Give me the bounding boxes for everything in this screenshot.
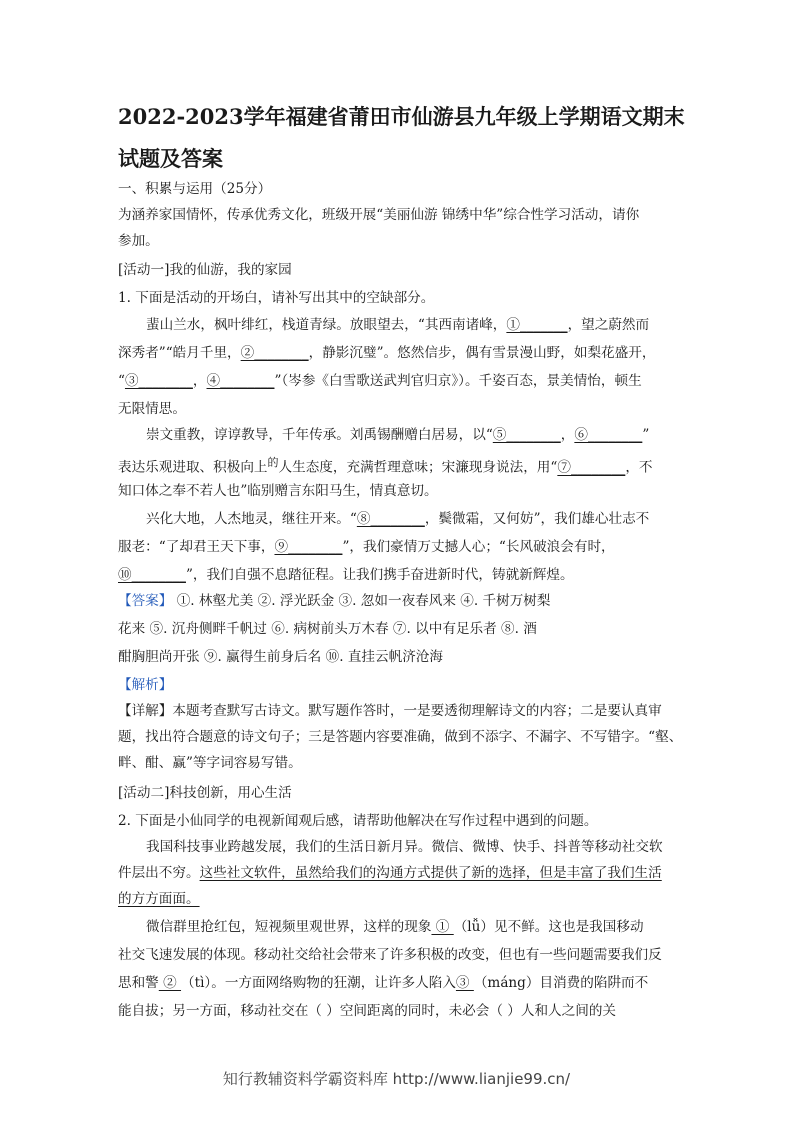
- detail-line: 【详解】本题考查默写古诗文。默写题作答时，一是要透彻理解诗文的内容；二是要认真审: [118, 703, 662, 719]
- blank: ③: [455, 975, 474, 991]
- detail-line: 题，找出符合题意的诗文句子；三是答题内容要准确，做到不添字、不漏字、不写错字。“壑、: [118, 729, 683, 745]
- answer-line: 酣胸胆尚开张 ⑨. 赢得生前身后名 ⑩. 直挂云帆济沧海: [118, 649, 443, 665]
- text-span: 蜚山兰水，枫叶绯红，栈道青绿。放眼望去，“其西南诸峰，: [146, 317, 507, 333]
- paragraph-line: 能自拔；另一方面，移动社交在（ ）空间距离的同时，未必会（ ）人和人之间的关: [118, 1003, 617, 1019]
- activity-heading: [活动二]科技创新，用心生活: [118, 785, 292, 801]
- paragraph-line: [118, 452, 680, 479]
- paragraph-line: [118, 564, 680, 586]
- paragraph-line: [118, 536, 680, 558]
- paragraph-line: [146, 916, 680, 938]
- blank: ⑥________: [574, 427, 643, 443]
- text-span: 表达乐观进取、积极向上: [118, 459, 268, 476]
- blank: ⑧________: [356, 511, 425, 527]
- blank: ①: [431, 919, 454, 935]
- underlined-sentence: 的方方面面。: [118, 891, 200, 907]
- text-span: 兴化大地，人杰地灵，继往开来。“: [146, 511, 357, 527]
- blank: ③________: [124, 373, 193, 389]
- text-span: ，静影沉璧”。悠然信步，偶有雪景漫山野，如梨花盛开，: [308, 345, 656, 361]
- text-span: ，不: [625, 459, 653, 476]
- text-span: ”: [642, 427, 650, 443]
- footer-watermark: 知行教辅资料学霸资料库 http://www.lianjie99.cn/: [222, 1070, 571, 1088]
- text-span: 人生态度，充满哲理意味；宋濂现身说法，用“: [278, 459, 558, 476]
- text-span: （máng）目消费的陷阱而不: [473, 975, 649, 991]
- analysis-label: 【解析】: [118, 677, 173, 693]
- underlined-sentence: 这些社文软件，虽然给我们的沟通方式提供了新的选择，但是丰富了我们生活: [199, 865, 662, 881]
- activity-heading: [活动一]我的仙游，我的家园: [118, 262, 292, 278]
- answer-line: 花来 ⑤. 沉舟侧畔千帆过 ⑥. 病树前头万木春 ⑦. 以中有足乐者 ⑧. 酒: [118, 621, 537, 637]
- blank: ⑦________: [557, 459, 626, 476]
- question-line: 1. 下面是活动的开场白，请补写出其中的空缺部分。: [118, 290, 435, 306]
- text-span: 的: [267, 456, 279, 469]
- text-span: ”（岑参《白雪歌送武判官归京》）。千姿百态，景美情怡，顿生: [274, 373, 642, 389]
- paragraph-line: [146, 508, 680, 530]
- blank: ②: [158, 975, 182, 991]
- page-title-line2: 试题及答案: [118, 146, 223, 171]
- answer-label: 【答案】: [118, 593, 173, 609]
- paragraph-line: [146, 424, 680, 446]
- paragraph-line: [146, 314, 680, 336]
- blank: ⑨________: [274, 539, 343, 555]
- paragraph-line: 知口体之奉不若人也”临别赠言东阳马生，情真意切。: [118, 483, 438, 499]
- paragraph-line: 社交飞速发展的体现。移动社交给社会带来了许多积极的改变，但也有一些问题需要我们反: [118, 947, 662, 963]
- text-span: （tì）。一方面网络购物的狂潮，让许多人陷入: [181, 975, 456, 991]
- page-title-line1: 2022-2023学年福建省莆田市仙游县九年级上学期语文期末: [118, 104, 685, 129]
- text-span: 服老：“了却君王天下事，: [118, 539, 275, 555]
- text-span: ，鬓微霜，又何妨”，我们雄心壮志不: [424, 511, 650, 527]
- blank: ②________: [240, 345, 309, 361]
- section-heading: 一、积累与运用（25分）: [118, 181, 272, 197]
- paragraph-line: [118, 972, 680, 994]
- text-span: ”，我们自强不息踏征程。让我们携手奋进新时代，铸就新辉煌。: [185, 567, 574, 583]
- question-line: 2. 下面是小仙同学的电视新闻观后感，请帮助他解决在写作过程中遇到的问题。: [118, 813, 598, 829]
- text-span: ”，我们豪情万丈撼人心；“长风破浪会有时，: [342, 539, 615, 555]
- text-span: 思和警: [118, 975, 159, 991]
- intro-line: 为涵养家国情怀，传承优秀文化，班级开展“美丽仙游 锦绣中华”综合性学习活动，请你: [118, 207, 640, 223]
- paragraph-line: [118, 370, 680, 392]
- blank: ⑤________: [492, 427, 561, 443]
- text-span: 崇文重教，谆谆教导，千年传承。刘禹锡酬赠白居易，以“: [146, 427, 493, 443]
- text-span: 件层出不穷。: [118, 865, 200, 881]
- blank: ④________: [206, 373, 275, 389]
- paragraph-line: 无限情思。: [118, 401, 186, 417]
- paragraph-line: [118, 342, 680, 364]
- text-span: 深秀者”“皓月千里，: [118, 345, 241, 361]
- text-span: ，: [192, 373, 207, 389]
- answer-line: [118, 590, 680, 612]
- text-span: ，望之蔚然而: [567, 317, 650, 333]
- paragraph-line: [118, 888, 680, 910]
- blank: ①_______: [506, 317, 568, 333]
- answer-text: ①. 林壑尤美 ②. 浮光跃金 ③. 忽如一夜春风来 ④. 千树万树梨: [172, 593, 551, 609]
- blank: ⑩________: [118, 567, 186, 583]
- text-span: 微信群里抢红包，短视频里观世界，这样的现象: [146, 919, 432, 935]
- detail-line: 畔、酣、赢”等字词容易写错。: [118, 755, 302, 771]
- text-span: （lǚ）见不鲜。这也是我国移动: [453, 919, 644, 935]
- paragraph-line: [118, 862, 680, 884]
- paragraph-line: 我国科技事业跨越发展，我们的生活日新月异。微信、微博、快手、抖普等移动社交软: [146, 839, 663, 855]
- intro-line: 参加。: [118, 233, 159, 249]
- text-span: ，: [560, 427, 575, 443]
- text-span: “: [118, 373, 125, 389]
